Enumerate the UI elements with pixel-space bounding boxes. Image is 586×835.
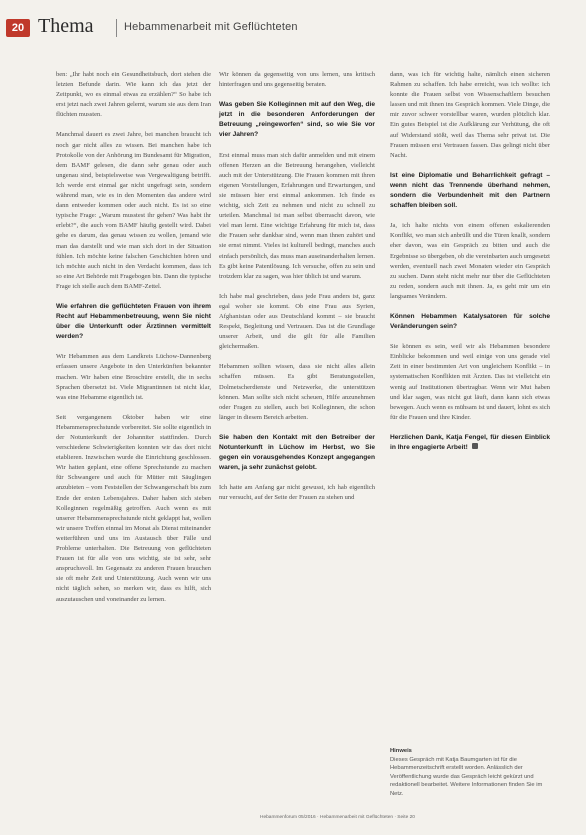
interview-question: Ist eine Diplomatie und Beharrlichkeit gefragt – wenn nicht das Trennende überhand nehmen, sondern die Verbundenheit mit den Partnern schaffen bleiben soll. [390,171,550,210]
section-title: Thema [38,15,94,37]
text-column-1 [56,70,211,615]
text-column-3 [390,70,550,463]
interview-question: Sie haben den Kontakt mit den Betreiber der Notunterkunft in Lüchow im Herbst, wo Sie gegen ein vorausgehendes Konzept angegangen waren, ja sehr zunächst gelobt. [219,433,375,472]
paragraph: Wir Hebammen aus dem Landkreis Lüchow-Dannenberg erfassen unsere Angebote in den Unterkünften bekannter machen. Wir haben eine Broschüre erstellt, die in sechs Sprachen übersetzt ist. Viele Migrantinnen ist nicht klar, was eine Hebamme eigentlich ist. [56,353,211,401]
header-divider [116,19,117,37]
paragraph: Manchmal dauert es zwei Jahre, bei manchen braucht ich noch gar nicht alles zu wissen. Bei manchen habe ich Protokolle von der Anhörung im Bundesamt für Migration, dem BAMF gelesen, die dann sehr genau oder auch ungenau sind, beispielsweise was Vergewaltigung betrifft. Ich werde erst einmal gar nicht ungefragt sein, sondern während man, wie es in den Momenten das andere wird dann entweder kommen oder auch nicht. Es ist so eine typische Frage: „Warum musstest ihr gehen? Was habt ihr erlebt?“, die auch vom BAMF häufig gestellt wird. Dabei gehe es darum, das genau wissen zu wollen, jemand wie man das darstellt und wie man sich dort in der Situation fühlen. Ich möchte keine falschen Geschichten hören und ich möchte auch nicht in den Verdacht kommen, dass ich so eine Art Behörde mit Fragebogen bin. Dann die typische Frage ich stelle auch dem BAMF-Zettel. [56,131,211,290]
closing-thanks-text: Herzlichen Dank, Katja Fengel, für diesen Einblick in Ihre engagierte Arbeit! [390,433,550,451]
page-number: 20 [6,19,30,37]
interview-question: Wie erfahren die geflüchteten Frauen von ihrem Recht auf Hebammenbetreuung, wenn Sie nicht über die Unterkunft oder Ärztinnen vermittelt werden? [56,302,211,341]
paragraph: Ja, ich halte nichts von einem offenen eskalierenden Konflikt, wo man sich anbrüllt und die Türen knallt, sondern eher davon, was ein Gespräch zu bitten und auch die Ergebnisse so übergeben, ob die vereinbarten auch umgesetzt werden, eventuell nach zwei Monaten wieder ein Gespräch zu suchen. Dann steht nicht mehr nur über die Geflüchteten zu reden, sondern auch mit ihnen. Ja, es geht mir um ein langsames Verändern. [390,222,550,300]
interview-question: Was geben Sie Kolleginnen mit auf den Weg, die jetzt in die besonderen Anforderungen der Betreuung „reingeworfen“ sind, so wie Sie vor vier Jahren? [219,101,375,139]
paragraph: Erst einmal muss man sich dafür anmelden und mit einem offenen Herzen an die Betreuung herangehen, vielleicht auch mit der Unterstützung. Die Frauen kommen mit ihren eigenen Vorstellungen, Erfahrungen und Erwartungen, und sie müssen hier erst einmal ankommen. Ich finde es wichtig, sich Zeit zu nehmen und nicht zu schnell zu urteilen. Manchmal ist man selbst überrascht davon, wie viel man lernt. Eine wichtige Erfahrung für mich ist, dass die Frauen sehr dankbar sind, wenn man ihnen zuhört und sie ernst nimmt. Vieles ist kulturell bedingt, manches auch einfach persönlich, das muss man auseinanderhalten lernen. Es gibt keine Patentlösung. Ich versuche, offen zu sein und trotzdem klar zu sagen, was hier üblich ist und warum. [219,151,375,280]
closing-thanks [390,433,550,453]
end-mark-icon [472,443,478,449]
paragraph: Sie können es sein, weil wir als Hebammen besondere Einblicke bekommen und weil einige von uns gerade viel Zeit in einer bestimmten Art von ungleichem Konflikt – in systematischen Konflikten mit Ärzten. Das ist vielleicht ein wenig auf Institutionen übertragbar. Wenn wir Mut haben und klar sagen, was nicht gut läuft, dann kann sich etwas bewegen. Auch wenn es mühsam ist und dauert, lohnt es sich für die Frauen und ihre Kinder. [390,343,550,421]
paragraph: Hebammen sollten wissen, dass sie nicht alles allein schaffen müssen. Es gibt Beratungsstellen, Dolmetscherdienste und Netzwerke, die unterstützen können. Man sollte sich nicht scheuen, Hilfe anzunehmen oder Fragen zu stellen, auch bei Kolleginnen, die schon länger in diesem Bereich arbeiten. [219,363,375,421]
note-box [390,747,550,799]
paragraph: Ich hatte am Anfang gar nicht gewusst, ich hab eigentlich nur versucht, auf der Seite der Frauen zu stehen und [219,484,375,502]
paragraph: Seit vergangenem Oktober haben wir eine Hebammensprechstunde vorbereitet. Sie sollte eigentlich in der Notunterkunft der Johanniter stattfinden. Durch verschiedene Schwierigkeiten konnten wir das dort nicht etablieren. Inzwischen wurde die Einrichtung geschlossen. Wir hatten geplant, eine offene Sprechstunde zu machen für Schwangere und auch für Mütter mit Säuglingen anzubieten – vom Feststellen der Schwangerschaft bis zum Ende der ersten Lebensjahres. Daher haben sich sieben Kolleginnen regelmäßig getroffen. Auch wenn es mit unserer Hebammensprechstunde nicht geklappt hat, wollen wir unsere Treffen einmal im Monat als Dienst miteinander weiterführen und uns im Austausch über Fälle und Probleme unterhalten. Die Betreuung von geflüchteten Frauen ist für alle von uns wichtig, sie ist sehr, sehr anspruchsvoll. Im Gegensatz zu anderen Frauen brauchen sie oft mehr Zeit und Unterstützung. Auch wenn wir uns nicht täglich sehen, so merken wir, dass es hilft, sich auszutauschen und voneinander zu lernen. [56,413,211,603]
note-text: Dieses Gespräch mit Katja Baumgarten ist für die Hebammenzeitschrift erstellt worden. Anlässlich der Veröffentlichung wurde das Gespräch leicht gekürzt und redaktionell bearbeitet. Weitere Informationen finden Sie im Netz. [390,756,543,797]
paragraph: ben: „Ihr habt noch ein Gesundheitsbuch, dort stehen die letzten Befunde darin. Wie kann ich das jetzt der Zeitpunkt, wo es einmal etwas zu erzählen?“ So habe ich erst jetzt nach zwei Jahren gelernt, warum sie aus dem Iran flüchten mussten. [56,71,211,119]
paragraph: dann, was ich für wichtig halte, nämlich einen sicheren Rahmen zu schaffen. Ich habe erreicht, was ich wollte: ich konnte die Frauen selbst von Wissenschaftlern besuchen lassen und mit ihnen ins Gespräch kommen. Viele Dinge, die mir zuvor schwer vorstellbar waren, wurden plötzlich klar. Ein gutes Beispiel ist die Aufklärung zur Verhütung, die oft auf Widerstand stößt, weil das Thema sehr privat ist. Die Frauen müssen erst Vertrauen fassen. Das gelingt nicht über Nacht. [390,71,550,159]
paragraph: Wir können da gegenseitig von uns lernen, uns kritisch hinterfragen und uns gegenseitig beraten. [219,71,375,89]
paragraph: Ich habe mal geschrieben, dass jede Frau anders ist, ganz egal woher sie kommt. Ob eine Frau aus Syrien, Afghanistan oder aus Deutschland kommt – sie braucht Respekt, Begleitung und Vertrauen. Das ist die Grundlage unserer Arbeit, und die gilt für alle Familien gleichermaßen. [219,292,375,351]
text-column-2 [219,70,375,513]
interview-question: Können Hebammen Katalysatoren für solche Veränderungen sein? [390,312,550,331]
note-title: Hinweis [390,748,412,754]
article-subtitle: Hebammenarbeit mit Geflüchteten [124,21,298,33]
page-footer: Hebammenforum 05/2016 · Hebammenarbeit mit Geflüchteten · Seite 20 [260,815,415,820]
page-header [0,14,586,48]
